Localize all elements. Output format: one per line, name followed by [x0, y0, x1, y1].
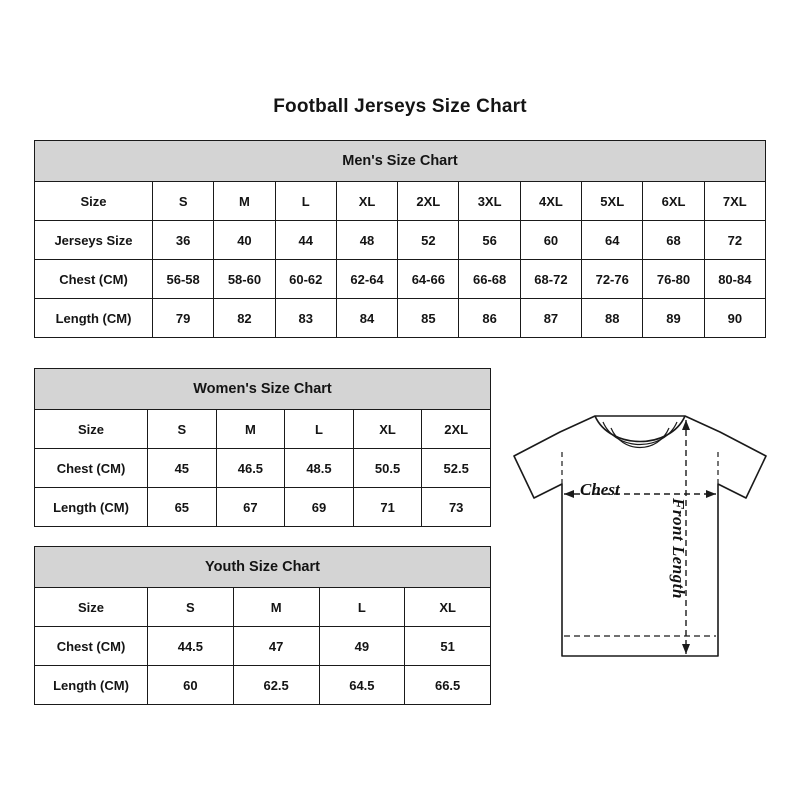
table-cell: 82: [214, 299, 275, 338]
table-cell: S: [148, 588, 234, 627]
table-row: [35, 260, 766, 299]
table-cell: 85: [398, 299, 459, 338]
table-cell: S: [148, 410, 217, 449]
table-cell: 66.5: [405, 666, 491, 705]
table-cell: 68-72: [520, 260, 581, 299]
front-length-measure-label: Front Length: [669, 498, 688, 599]
row-label: Chest (CM): [35, 627, 148, 666]
table-cell: 49: [319, 627, 405, 666]
table-cell: XL: [405, 588, 491, 627]
table-cell: 65: [148, 488, 217, 527]
table-cell: 5XL: [582, 182, 643, 221]
table-cell: 48: [336, 221, 397, 260]
mens-size-chart-table: [34, 140, 766, 338]
table-cell: 69: [285, 488, 354, 527]
table-cell: 86: [459, 299, 520, 338]
table-cell: 68: [643, 221, 704, 260]
table-cell: 50.5: [353, 449, 422, 488]
table-cell: M: [216, 410, 285, 449]
table-cell: 45: [148, 449, 217, 488]
table-cell: 64-66: [398, 260, 459, 299]
table-cell: 46.5: [216, 449, 285, 488]
table-cell: 73: [422, 488, 491, 527]
table-cell: 87: [520, 299, 581, 338]
row-label: Jerseys Size: [35, 221, 153, 260]
row-label: Size: [35, 182, 153, 221]
chest-measure-label: Chest: [580, 480, 620, 499]
mens-chart-heading: Men's Size Chart: [35, 141, 766, 182]
table-cell: 44.5: [148, 627, 234, 666]
table-cell: 90: [704, 299, 765, 338]
table-cell: 67: [216, 488, 285, 527]
table-row: [35, 449, 491, 488]
row-label: Length (CM): [35, 666, 148, 705]
row-label: Length (CM): [35, 299, 153, 338]
table-row: [35, 299, 766, 338]
tshirt-outline-icon: [500, 398, 780, 688]
table-cell: 72: [704, 221, 765, 260]
table-cell: L: [285, 410, 354, 449]
table-cell: 88: [582, 299, 643, 338]
table-cell: 71: [353, 488, 422, 527]
row-label: Size: [35, 588, 148, 627]
table-cell: 84: [336, 299, 397, 338]
table-cell: 51: [405, 627, 491, 666]
table-cell: 72-76: [582, 260, 643, 299]
youth-size-chart-table: [34, 546, 491, 705]
table-cell: 80-84: [704, 260, 765, 299]
table-cell: 2XL: [398, 182, 459, 221]
table-cell: 3XL: [459, 182, 520, 221]
table-cell: M: [233, 588, 319, 627]
table-row: [35, 488, 491, 527]
table-cell: 52: [398, 221, 459, 260]
table-cell: 58-60: [214, 260, 275, 299]
womens-chart-heading: Women's Size Chart: [35, 369, 491, 410]
table-cell: 6XL: [643, 182, 704, 221]
table-cell: 64: [582, 221, 643, 260]
table-cell: M: [214, 182, 275, 221]
table-cell: 48.5: [285, 449, 354, 488]
table-cell: 89: [643, 299, 704, 338]
table-section-header-row: [35, 369, 491, 410]
table-cell: 60: [520, 221, 581, 260]
table-section-header-row: [35, 547, 491, 588]
tshirt-measurement-diagram: [500, 398, 780, 688]
table-cell: 36: [153, 221, 214, 260]
table-cell: 64.5: [319, 666, 405, 705]
table-cell: 47: [233, 627, 319, 666]
table-row: [35, 410, 491, 449]
row-label: Chest (CM): [35, 449, 148, 488]
table-row: [35, 666, 491, 705]
table-section-header-row: [35, 141, 766, 182]
table-cell: 83: [275, 299, 336, 338]
table-row: [35, 182, 766, 221]
page-title: Football Jerseys Size Chart: [273, 96, 527, 117]
table-row: [35, 627, 491, 666]
table-cell: 79: [153, 299, 214, 338]
table-cell: 62-64: [336, 260, 397, 299]
table-cell: 56-58: [153, 260, 214, 299]
row-label: Chest (CM): [35, 260, 153, 299]
table-cell: L: [275, 182, 336, 221]
table-cell: 56: [459, 221, 520, 260]
table-cell: 7XL: [704, 182, 765, 221]
table-cell: L: [319, 588, 405, 627]
table-cell: 4XL: [520, 182, 581, 221]
table-cell: XL: [353, 410, 422, 449]
table-cell: 60-62: [275, 260, 336, 299]
table-cell: 44: [275, 221, 336, 260]
row-label: Length (CM): [35, 488, 148, 527]
table-row: [35, 221, 766, 260]
table-cell: XL: [336, 182, 397, 221]
table-cell: 62.5: [233, 666, 319, 705]
youth-chart-heading: Youth Size Chart: [35, 547, 491, 588]
table-cell: 76-80: [643, 260, 704, 299]
table-cell: S: [153, 182, 214, 221]
table-cell: 2XL: [422, 410, 491, 449]
row-label: Size: [35, 410, 148, 449]
table-row: [35, 588, 491, 627]
table-cell: 60: [148, 666, 234, 705]
table-cell: 66-68: [459, 260, 520, 299]
table-cell: 40: [214, 221, 275, 260]
womens-size-chart-table: [34, 368, 491, 527]
table-cell: 52.5: [422, 449, 491, 488]
